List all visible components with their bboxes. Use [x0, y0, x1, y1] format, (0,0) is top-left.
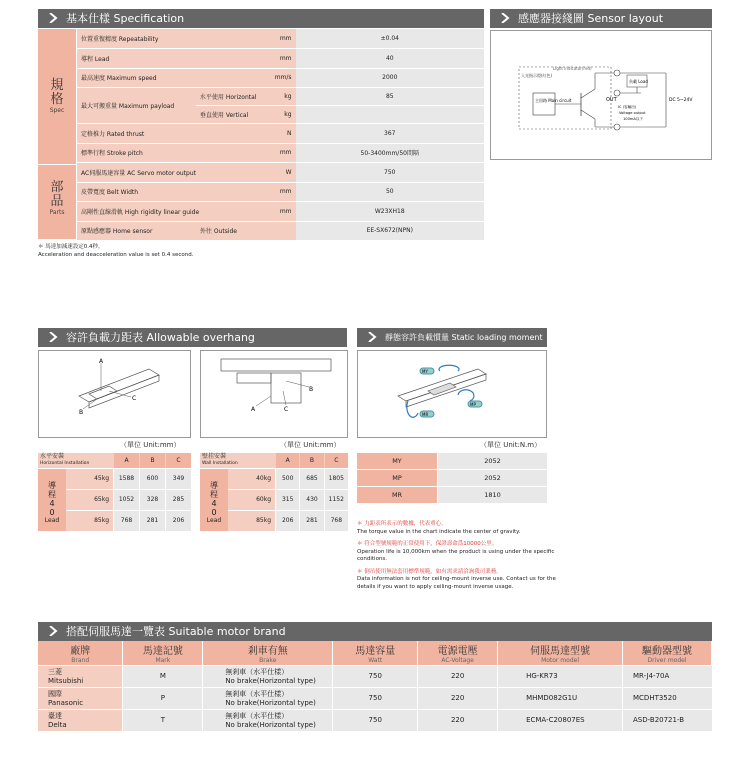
table-row — [38, 687, 712, 709]
overhang-head — [38, 453, 191, 468]
spec-row — [77, 221, 484, 241]
dc-label: DC 5~24V — [669, 98, 693, 103]
overhang-cell: 1805 — [325, 469, 348, 489]
overhang-cell: 1588 — [114, 469, 139, 489]
motor-brand-cn: 臺達 — [48, 712, 62, 720]
motor-col-head — [123, 641, 203, 665]
horizontal-drawing — [38, 350, 191, 438]
table-row — [66, 490, 191, 510]
spec-sublabel: 垂直使用 Vertical — [196, 106, 257, 124]
spec-sublabel: 水平使用 Horizontal — [196, 88, 257, 106]
overhang-weight: 45kg — [66, 469, 113, 489]
overhang-title-en: Wall Installation — [202, 461, 238, 466]
motor-table — [38, 641, 712, 732]
motor-col-en: Watt — [368, 656, 383, 664]
spec-label: 導程 Lead — [77, 49, 256, 69]
overhang-weight: 85kg — [228, 511, 275, 531]
spec-table — [77, 29, 484, 241]
motor-brand-cn: 三菱 — [48, 668, 62, 676]
spec-unit: mm/s — [256, 68, 295, 88]
spec-unit: mm — [256, 49, 295, 69]
overhang-cell: 285 — [166, 490, 191, 510]
motor-header-title: 搭配伺服馬達一覽表 Suitable motor brand — [66, 625, 286, 638]
overhang-title-cn: 壁挂安裝 — [202, 453, 227, 460]
static-note — [357, 541, 557, 564]
motor-model: MHMD082G1U — [498, 687, 623, 709]
motor-model: HG-KR73 — [498, 665, 623, 687]
motor-mark: P — [123, 687, 203, 709]
spec-value: W23XH18 — [296, 202, 484, 222]
horizontal-table — [38, 453, 191, 533]
spec-unit — [256, 221, 295, 241]
spec-group — [38, 29, 76, 164]
spec-label: 最高速度 Maximum speed — [77, 68, 256, 88]
overhang-side-en: Lead — [206, 517, 222, 524]
overhang-cell: 1152 — [325, 490, 348, 510]
motor-col-cn: 驅動器型號 — [642, 645, 692, 657]
static-header — [357, 328, 547, 347]
spec-value: 750 — [296, 163, 484, 183]
wall-unit: （單位 Unit:mm） — [280, 441, 341, 449]
motor-col-cn: 馬達記號 — [142, 645, 183, 657]
overhang-cell: 430 — [300, 490, 323, 510]
table-row — [38, 709, 712, 731]
motor-col-en: Brand — [71, 656, 90, 664]
motor-brand — [38, 665, 123, 687]
static-note-en: The torque value in the chart indicate the center of gravity. — [357, 528, 521, 535]
static-note-cn: ＊ 力距表所表示的數據，代表重心。 — [357, 521, 447, 527]
indicator-label: 入光指示燈(紅色) — [521, 73, 553, 78]
spec-value: 85 — [296, 88, 484, 106]
motor-col-en: Brake — [259, 656, 277, 664]
spec-label: 最大可搬重量 Maximum payload — [77, 88, 196, 124]
static-note — [357, 569, 557, 592]
sensor-diagram — [490, 30, 712, 160]
motor-brake-cn: 無剎車（水平仕樣） — [225, 668, 289, 676]
static-key: MP — [357, 470, 437, 486]
spec-group-en: Spec — [49, 107, 65, 114]
motor-col-en: Motor model — [541, 656, 579, 664]
overhang-side-cn: 導程40 — [210, 481, 218, 517]
overhang-cell: 500 — [276, 469, 299, 489]
motor-brake — [203, 687, 333, 709]
static-unit: （單位 Unit:N.m） — [480, 441, 542, 449]
spec-label: 高剛性直線滑軌 High rigidity linear guide — [77, 202, 256, 222]
motor-col-cn: 電源電壓 — [437, 645, 478, 657]
horizontal-unit: （單位 Unit:mm） — [120, 441, 181, 449]
wall-label-c: C — [284, 406, 289, 413]
motor-col-head — [498, 641, 623, 665]
motor-col-cn: 廠牌 — [70, 645, 91, 657]
load-label: 負載 Load — [629, 79, 648, 84]
spec-label: 皮帶寬度 Belt Width — [77, 182, 256, 202]
overhang-cell: 768 — [114, 511, 139, 531]
static-value: 2052 — [438, 470, 547, 486]
static-notes — [357, 521, 557, 596]
motor-col-en: AC-Voltage — [441, 656, 474, 664]
spec-value: 50-3400mm/50間隔 — [296, 143, 484, 163]
overhang-weight: 65kg — [66, 490, 113, 510]
motor-brake-en: No brake(Horizontal type) — [225, 699, 316, 707]
label-c: C — [132, 395, 137, 402]
parts-group — [38, 165, 76, 239]
spec-row — [77, 29, 484, 49]
main-circuit-label: 主回路 Main circuit — [535, 98, 572, 103]
overhang-rows — [66, 469, 191, 532]
spec-label: 位置重復精度 Repeatability — [77, 29, 256, 49]
overhang-rows — [228, 469, 348, 532]
motor-col-head — [38, 641, 123, 665]
table-row — [66, 511, 191, 531]
ic-label: IC (容輸出) — [618, 105, 637, 109]
spec-row — [77, 182, 484, 202]
spec-value: 2000 — [296, 68, 484, 88]
spec-unit: mm — [256, 143, 295, 163]
table-row — [66, 469, 191, 489]
wall-axis-drawing — [201, 351, 347, 437]
spec-label: 定格推力 Rated thrust — [77, 124, 256, 144]
overhang-col-head: A — [276, 453, 299, 468]
spec-note-cn: ＊ 馬達加減速設定0.4秒。 — [38, 244, 104, 250]
table-row — [38, 665, 712, 687]
overhang-header — [38, 328, 347, 347]
table-row — [357, 470, 547, 486]
overhang-cell: 768 — [325, 511, 348, 531]
spec-header-title: 基本仕樣 Specification — [66, 12, 185, 25]
motor-driver: ASD-B20721-B — [623, 709, 712, 731]
label-a: A — [99, 358, 104, 365]
motor-brake — [203, 709, 333, 731]
static-drawing — [357, 350, 547, 438]
table-row — [357, 453, 547, 469]
static-note-cn: ＊ 符合型號規範的正常使用下，保證壽命爲10000公里。 — [357, 541, 498, 547]
overhang-title-en: Horizontal Installation — [40, 461, 90, 466]
spec-value: 367 — [296, 124, 484, 144]
mr-label: MR — [422, 412, 429, 417]
table-row — [228, 511, 348, 531]
overhang-cell: 328 — [140, 490, 165, 510]
spec-unit: mm — [256, 29, 295, 49]
motor-mark: T — [123, 709, 203, 731]
spec-row — [77, 163, 484, 183]
spec-note-en: Acceleration and deacceleration value is set 0.4 second. — [38, 251, 194, 258]
motor-brake-en: No brake(Horizontal type) — [225, 721, 316, 729]
overhang-cell: 349 — [166, 469, 191, 489]
spec-unit: mm — [256, 182, 295, 202]
moment-drawing — [358, 351, 546, 437]
overhang-cell: 281 — [140, 511, 165, 531]
table-row — [228, 490, 348, 510]
overhang-head — [200, 453, 348, 468]
motor-volt: 220 — [418, 709, 498, 731]
spec-row — [77, 202, 484, 222]
motor-col-head — [418, 641, 498, 665]
motor-brand — [38, 687, 123, 709]
light-label: Light indicator(red) — [553, 66, 592, 71]
overhang-side-en: Lead — [44, 517, 60, 524]
wall-table — [200, 453, 348, 533]
spec-row — [77, 49, 484, 69]
overhang-cell: 685 — [300, 469, 323, 489]
overhang-body — [200, 469, 348, 532]
chevron-right-icon — [500, 13, 510, 23]
overhang-weight: 60kg — [228, 490, 275, 510]
wall-label-a: A — [251, 406, 256, 413]
horizontal-axis-drawing — [39, 351, 190, 437]
motor-col-head — [333, 641, 418, 665]
overhang-side — [200, 469, 228, 531]
motor-header-row — [38, 641, 712, 665]
ma-label: 100mA以下 — [623, 117, 644, 121]
sensor-header-title: 感應器接綫圖 Sensor layout — [518, 12, 664, 25]
out-label: OUT — [606, 97, 617, 103]
overhang-col-head: B — [140, 453, 165, 468]
motor-col-head — [623, 641, 712, 665]
motor-volt: 220 — [418, 665, 498, 687]
motor-brand-en: Mitsubishi — [48, 677, 84, 685]
motor-col-en: Mark — [155, 656, 171, 664]
overhang-title-cn: 水平安裝 — [40, 453, 65, 460]
motor-mark: M — [123, 665, 203, 687]
static-key: MR — [357, 487, 437, 503]
spec-unit: W — [256, 163, 295, 183]
spec-unit: kg — [256, 88, 295, 106]
spec-unit: mm — [256, 202, 295, 222]
overhang-cell: 281 — [300, 511, 323, 531]
motor-watt: 750 — [333, 709, 418, 731]
overhang-col-head: C — [325, 453, 348, 468]
spec-value: ±0.04 — [296, 29, 484, 49]
spec-note — [38, 244, 193, 259]
spec-value: 50 — [296, 182, 484, 202]
motor-col-cn: 剎車有無 — [247, 645, 288, 657]
parts-group-en: Parts — [49, 209, 65, 216]
spec-group-cn: 規格 — [50, 78, 64, 107]
sensor-header — [490, 9, 712, 28]
motor-brake-cn: 無剎車（水平仕樣） — [225, 712, 289, 720]
parts-group-cn: 部品 — [50, 180, 64, 209]
static-note-cn: ＊ 倒吊使用無法套用標準規範，如有需求請洽詢我司業務。 — [357, 568, 502, 575]
overhang-body — [38, 469, 191, 532]
motor-col-head — [203, 641, 333, 665]
motor-col-cn: 伺服馬達型號 — [530, 645, 591, 657]
motor-volt: 220 — [418, 687, 498, 709]
overhang-col-head: A — [114, 453, 139, 468]
overhang-cell: 315 — [276, 490, 299, 510]
spec-value: EE-SX672(NPN) — [296, 221, 484, 241]
spec-row — [77, 124, 484, 144]
spec-sublabel: 外往 Outside — [196, 221, 257, 241]
spec-label: 原點感應器 Home sensor — [77, 221, 196, 241]
spec-value — [296, 106, 484, 124]
spec-label: AC伺服馬達容量 AC Servo motor output — [77, 163, 256, 183]
overhang-cell: 1052 — [114, 490, 139, 510]
spec-unit: kg — [256, 106, 295, 124]
motor-watt: 750 — [333, 665, 418, 687]
motor-brand — [38, 709, 123, 731]
spec-unit: N — [256, 124, 295, 144]
overhang-col-head: B — [300, 453, 323, 468]
motor-brand-cn: 國際 — [48, 690, 62, 698]
overhang-side — [38, 469, 66, 531]
static-value: 1810 — [438, 487, 547, 503]
overhang-cell: 600 — [140, 469, 165, 489]
static-value: 2052 — [438, 453, 547, 469]
motor-driver: MCDHT3520 — [623, 687, 712, 709]
overhang-cell: 206 — [276, 511, 299, 531]
table-row — [357, 487, 547, 503]
motor-brake-en: No brake(Horizontal type) — [225, 677, 316, 685]
spec-label: 標準行程 Stroke pitch — [77, 143, 256, 163]
motor-brake-cn: 無剎車（水平仕樣） — [225, 690, 289, 698]
static-header-title: 靜態容許負載慣量 Static loading moment — [385, 333, 543, 342]
chevron-right-icon — [367, 332, 377, 342]
vo-label: Voltage output — [619, 111, 646, 115]
static-table — [357, 453, 547, 504]
motor-watt: 750 — [333, 687, 418, 709]
overhang-title — [38, 453, 113, 468]
motor-col-en: Driver model — [647, 656, 687, 664]
sensor-wiring-diagram — [491, 31, 711, 159]
spec-row — [77, 143, 484, 163]
overhang-col-head: C — [166, 453, 191, 468]
spec-row — [77, 88, 484, 106]
static-note-en: Data information is not for ceiling-mount inverse use. Contact us for the details if you want to apply ceiling-mount inverse usage. — [357, 576, 556, 590]
motor-col-cn: 馬達容量 — [355, 645, 396, 657]
overhang-weight: 40kg — [228, 469, 275, 489]
static-key: MY — [357, 453, 437, 469]
motor-header — [38, 622, 712, 641]
overhang-weight: 85kg — [66, 511, 113, 531]
wall-drawing — [200, 350, 348, 438]
spec-header — [38, 9, 484, 28]
table-row — [228, 469, 348, 489]
mp-label: MP — [470, 402, 476, 407]
spec-row — [77, 68, 484, 88]
overhang-side-cn: 導程40 — [48, 481, 56, 517]
motor-brand-en: Panasonic — [48, 699, 84, 707]
overhang-cell: 206 — [166, 511, 191, 531]
label-b: B — [79, 409, 84, 416]
my-label: MY — [422, 369, 428, 374]
motor-brand-en: Delta — [48, 721, 67, 729]
static-note — [357, 521, 557, 536]
motor-model: ECMA-C20807ES — [498, 709, 623, 731]
spec-value: 40 — [296, 49, 484, 69]
motor-brake — [203, 665, 333, 687]
chevron-right-icon — [48, 332, 58, 342]
overhang-header-title: 容許負載力距表 Allowable overhang — [66, 331, 255, 344]
static-note-en: Operation life is 10,000km when the product is using under the specific conditions. — [357, 548, 555, 562]
overhang-title — [200, 453, 275, 468]
motor-driver: MR-J4-70A — [623, 665, 712, 687]
chevron-right-icon — [48, 13, 58, 23]
chevron-right-icon — [48, 626, 58, 636]
wall-label-b: B — [309, 386, 314, 393]
